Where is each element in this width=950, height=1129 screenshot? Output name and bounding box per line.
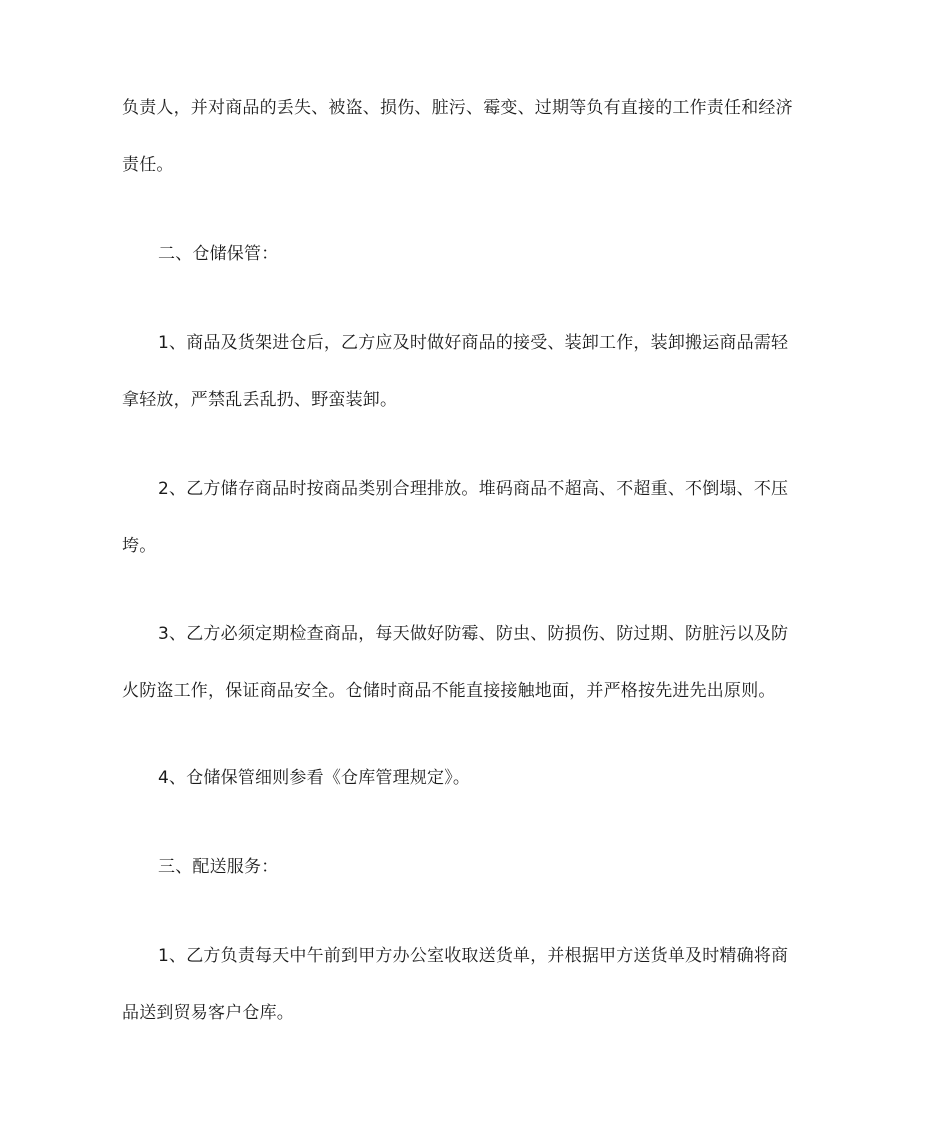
- paragraph-line: 3、乙方必须定期检查商品，每天做好防霉、防虫、防损伤、防过期、防脏污以及防: [158, 624, 789, 644]
- paragraph-line: 垮。: [122, 536, 157, 556]
- paragraph-line: 责任。: [122, 155, 174, 175]
- section-heading-delivery: 三、配送服务：: [158, 857, 279, 877]
- paragraph-line: 拿轻放，严禁乱丢乱扔、野蛮装卸。: [122, 390, 398, 410]
- paragraph-line: 火防盗工作，保证商品安全。仓储时商品不能直接接触地面，并严格按先进先出原则。: [122, 681, 776, 701]
- paragraph-line: 2、乙方储存商品时按商品类别合理排放。堆码商品不超高、不超重、不倒塌、不压: [158, 479, 789, 499]
- paragraph-line: 品送到贸易客户仓库。: [122, 1003, 294, 1023]
- paragraph-line: 负责人，并对商品的丢失、被盗、损伤、脏污、霉变、过期等负有直接的工作责任和经济: [122, 98, 793, 118]
- paragraph-line: 1、乙方负责每天中午前到甲方办公室收取送货单，并根据甲方送货单及时精确将商: [158, 946, 789, 966]
- section-heading-storage: 二、仓储保管：: [158, 244, 279, 264]
- paragraph-line: 4、仓储保管细则参看《仓库管理规定》。: [158, 768, 471, 788]
- paragraph-line: 1、商品及货架进仓后，乙方应及时做好商品的接受、装卸工作，装卸搬运商品需轻: [158, 333, 789, 353]
